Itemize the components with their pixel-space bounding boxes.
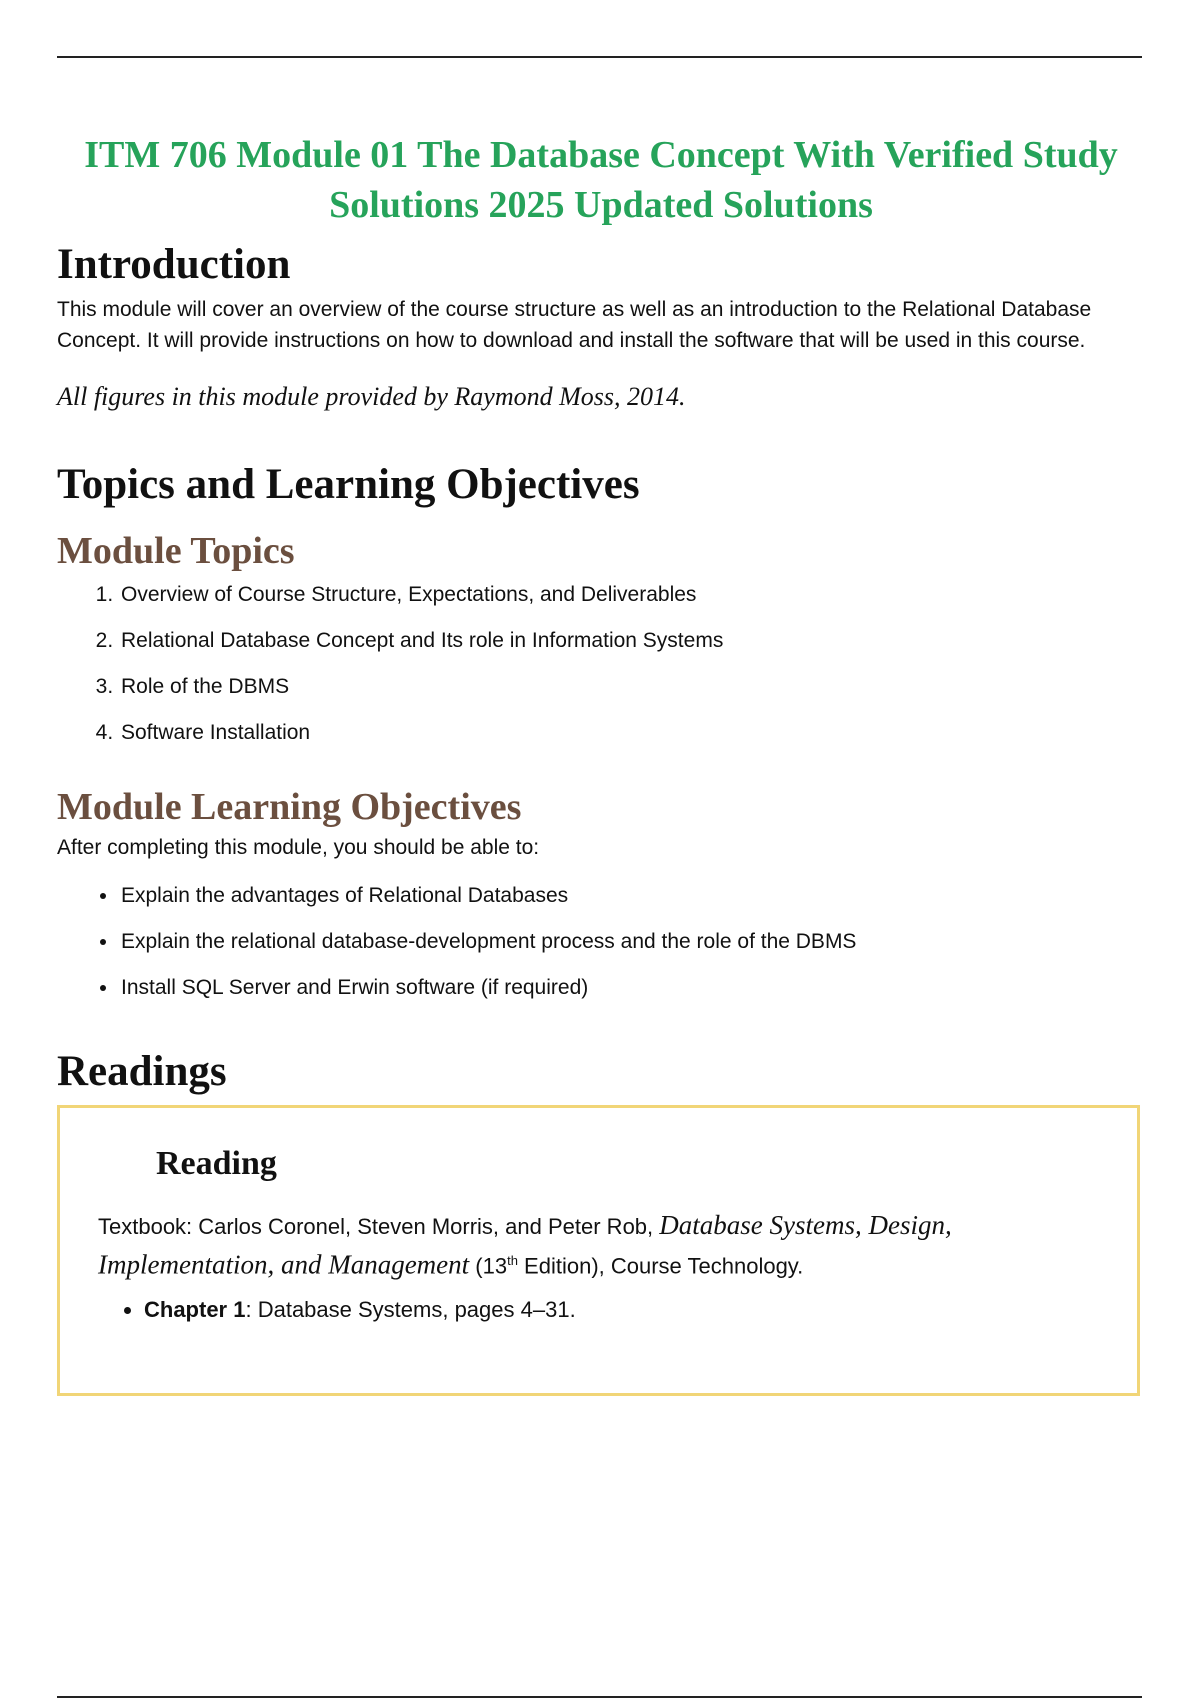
- chapter-label: Chapter 1: [144, 1297, 246, 1322]
- readings-heading: Readings: [57, 1048, 227, 1095]
- edition-superscript: th: [507, 1253, 518, 1268]
- book-title: Database Systems, Design, Implementation, and Management: [98, 1210, 952, 1280]
- document-title: ITM 706 Module 01 The Database Concept With Verified Study Solutions 2025 Updated Solutions: [84, 134, 1118, 226]
- topic-item: 1. Overview of Course Structure, Expectations, and Deliverables: [119, 582, 1145, 608]
- objective-item: • Explain the relational database-development process and the role of the DBMS: [119, 929, 1145, 955]
- module-topics-list: [57, 582, 1145, 746]
- bottom-rule: [57, 1696, 1142, 1698]
- figures-credit: All figures in this module provided by Raymond Moss, 2014.: [57, 382, 686, 411]
- objectives-list: [57, 883, 1145, 1001]
- learning-objectives-heading: Module Learning Objectives: [57, 786, 522, 828]
- reading-box: [57, 1105, 1140, 1396]
- textbook-citation: [98, 1208, 1108, 1283]
- module-topics-heading: Module Topics: [57, 530, 295, 572]
- introduction-body: This module will cover an overview of the course structure as well as an introduction to the Relational Database Concept. It will provide instructions on how to download and install the software that will be used in this course.: [57, 298, 1092, 352]
- chapter-text: : Database Systems, pages 4–31.: [245, 1297, 576, 1322]
- citation-authors: Textbook: Carlos Coronel, Steven Morris, and Peter Rob,: [98, 1214, 660, 1239]
- objectives-intro: After completing this module, you should be able to:: [57, 836, 540, 859]
- topic-item: 3. Role of the DBMS: [119, 674, 1145, 700]
- reading-box-title: Reading: [156, 1145, 277, 1182]
- edition-publisher: Edition), Course Technology.: [517, 1253, 804, 1279]
- introduction-heading: Introduction: [57, 241, 291, 288]
- objective-item: • Explain the advantages of Relational Databases: [119, 883, 1145, 909]
- topic-item: 2. Relational Database Concept and Its role in Information Systems: [119, 628, 1145, 654]
- edition-open: (13: [469, 1253, 508, 1279]
- topics-objectives-heading: Topics and Learning Objectives: [57, 461, 640, 508]
- top-rule: [57, 56, 1142, 58]
- topic-item: 4. Software Installation: [119, 720, 1145, 746]
- chapter-item: [144, 1295, 576, 1325]
- document-content: [57, 130, 1145, 1396]
- objective-item: • Install SQL Server and Erwin software (if required): [119, 975, 1145, 1001]
- chapter-list: [124, 1295, 576, 1325]
